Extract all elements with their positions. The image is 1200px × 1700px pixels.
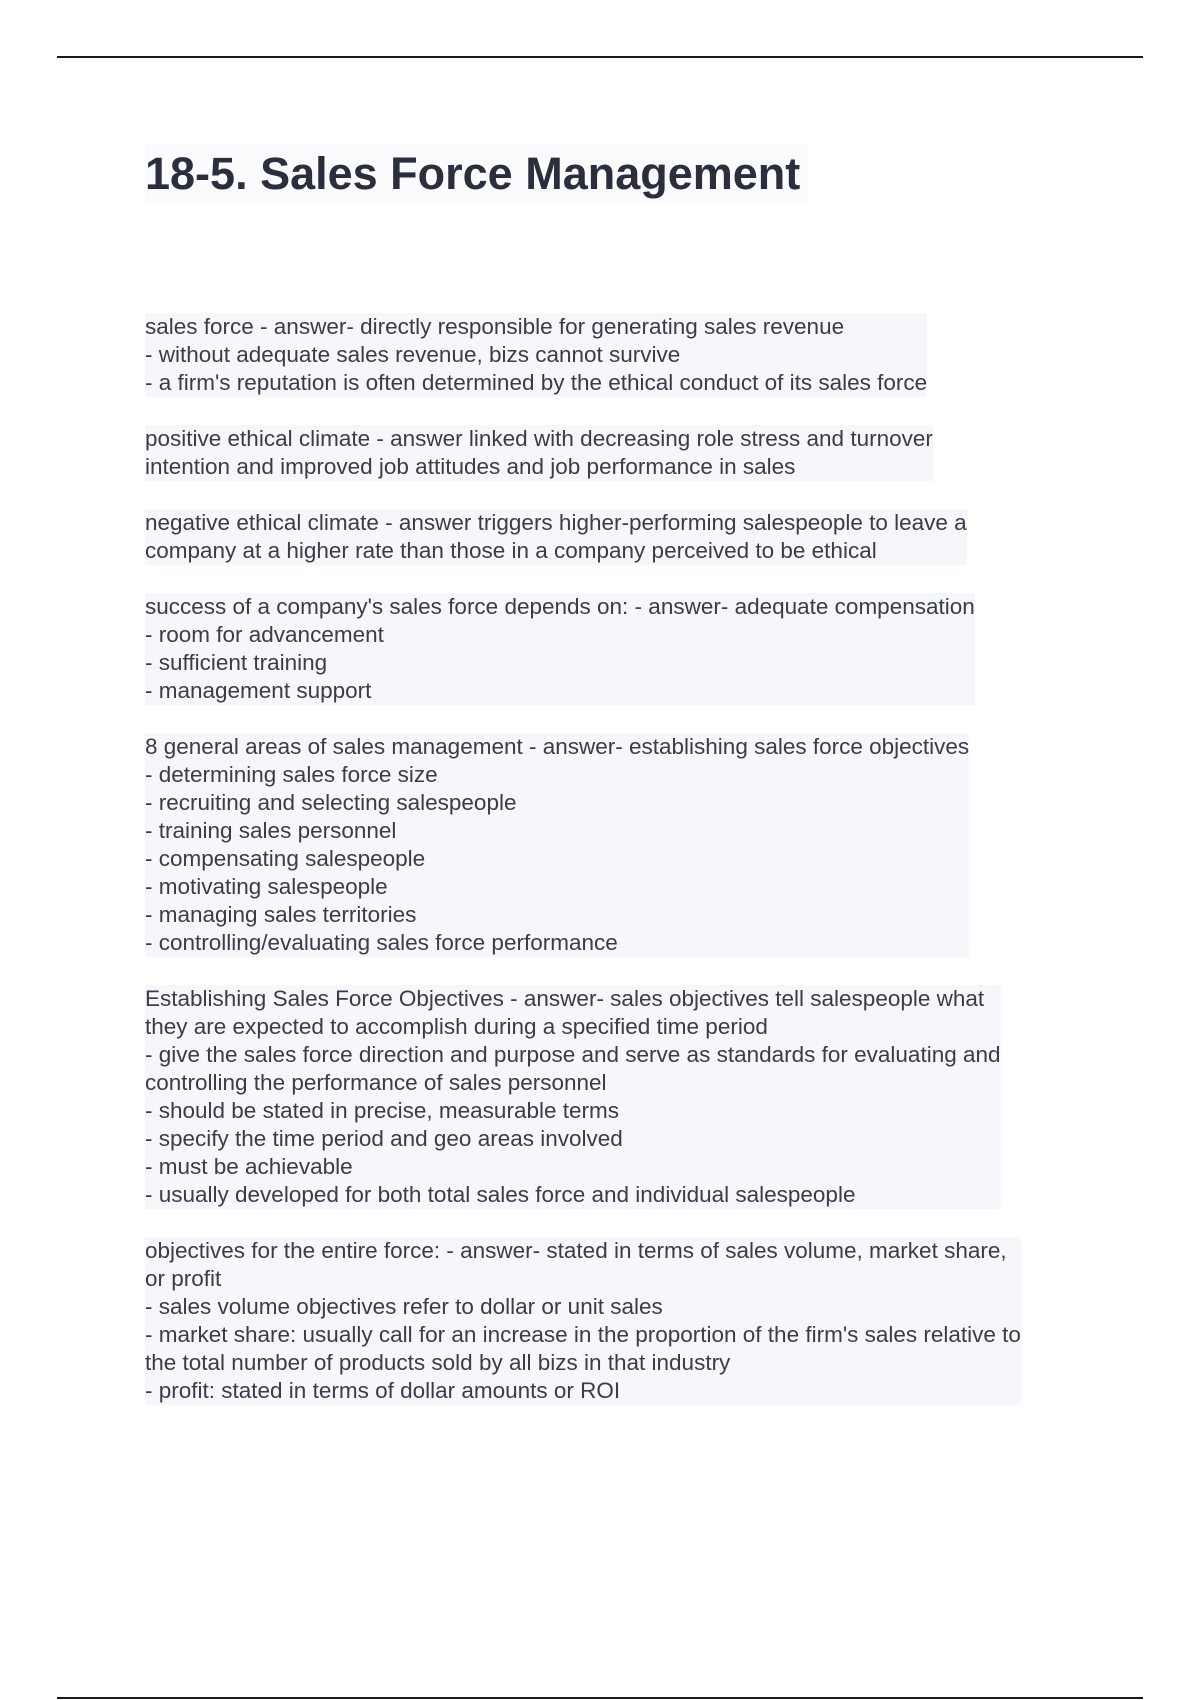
card-line: - sufficient training — [145, 650, 328, 675]
card-line: - managing sales territories — [145, 902, 417, 927]
top-rule — [57, 56, 1143, 58]
card-line: - market share: usually call for an increase in the proportion of the firm's sales relative to — [145, 1322, 1021, 1347]
card-line: - room for advancement — [145, 622, 384, 647]
card-line: Establishing Sales Force Objectives - answer- sales objectives tell salespeople what — [145, 986, 985, 1011]
card-line: the total number of products sold by all bizs in that industry — [145, 1350, 731, 1375]
bottom-rule — [57, 1697, 1143, 1699]
card-line: company at a higher rate than those in a company perceived to be ethical — [145, 538, 877, 563]
card-line: - profit: stated in terms of dollar amounts or ROI — [145, 1378, 621, 1403]
card-line: success of a company's sales force depends on: - answer- adequate compensation — [145, 594, 975, 619]
flashcard — [145, 733, 969, 957]
page-title: 18-5. Sales Force Management — [145, 144, 808, 204]
flashcard — [145, 509, 967, 565]
card-line: - should be stated in precise, measurable terms — [145, 1098, 619, 1123]
flashcard-list — [145, 313, 1095, 1433]
card-line: - give the sales force direction and purpose and serve as standards for evaluating and — [145, 1042, 1001, 1067]
flashcard — [145, 985, 1001, 1209]
card-line: they are expected to accomplish during a specified time period — [145, 1014, 768, 1039]
card-line: intention and improved job attitudes and job performance in sales — [145, 454, 796, 479]
card-line: - without adequate sales revenue, bizs cannot survive — [145, 342, 681, 367]
card-line: 8 general areas of sales management - answer- establishing sales force objectives — [145, 734, 970, 759]
card-line: - must be achievable — [145, 1154, 353, 1179]
card-line: - training sales personnel — [145, 818, 397, 843]
card-line: positive ethical climate - answer linked with decreasing role stress and turnover — [145, 426, 933, 451]
card-line: - controlling/evaluating sales force performance — [145, 930, 618, 955]
card-line: - compensating salespeople — [145, 846, 426, 871]
card-line: - usually developed for both total sales force and individual salespeople — [145, 1182, 856, 1207]
card-line: - motivating salespeople — [145, 874, 388, 899]
card-line: or profit — [145, 1266, 222, 1291]
card-line: - determining sales force size — [145, 762, 438, 787]
flashcard — [145, 593, 975, 705]
card-line: - recruiting and selecting salespeople — [145, 790, 517, 815]
card-line: - management support — [145, 678, 372, 703]
card-line: objectives for the entire force: - answer- stated in terms of sales volume, market share, — [145, 1238, 1007, 1263]
flashcard — [145, 313, 927, 397]
card-line: sales force - answer- directly responsible for generating sales revenue — [145, 314, 845, 339]
card-line: - a firm's reputation is often determined by the ethical conduct of its sales force — [145, 370, 928, 395]
card-line: - specify the time period and geo areas involved — [145, 1126, 623, 1151]
flashcard — [145, 1237, 1021, 1405]
card-line: negative ethical climate - answer triggers higher-performing salespeople to leave a — [145, 510, 967, 535]
card-line: - sales volume objectives refer to dollar or unit sales — [145, 1294, 663, 1319]
card-line: controlling the performance of sales personnel — [145, 1070, 607, 1095]
flashcard — [145, 425, 933, 481]
